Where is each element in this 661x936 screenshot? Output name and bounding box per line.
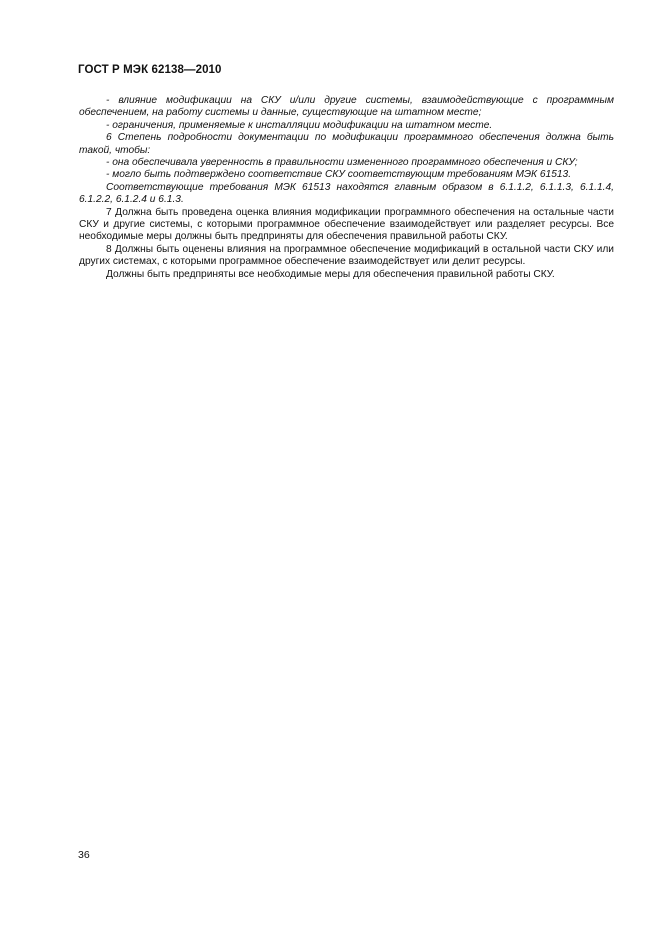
document-body [79, 95, 614, 281]
list-item-confidence: - она обеспечивала уверенность в правильности измененного программного обеспечения и СКУ; [106, 157, 578, 169]
paragraph-item-7: 7 Должна быть проведена оценка влияния модификации программного обеспечения на остальные части СКУ и другие системы, с которыми программное обеспечение взаимодействует или разделяет ресурсы. Все необходимые меры должны быть предприняты для обеспечения правильной работы СКУ. [79, 206, 614, 243]
paragraph-final-measures: Должны быть предприняты все необходимые меры для обеспечения правильной работы СКУ. [106, 268, 555, 280]
list-item-installation-constraints: - ограничения, применяемые к инсталляции модификации на штатном месте. [106, 119, 493, 131]
list-item-modification-impact: - влияние модификации на СКУ и/или другие системы, взаимодействующие с программным обеспечением, на работу системы и данные, существующие на штатном месте; [79, 95, 614, 119]
paragraph-references: Соответствующие требования МЭК 61513 находятся главным образом в 6.1.1.2, 6.1.1.3, 6.1.1.4, 6.1.2.2, 6.1.2.4 и 6.1.3. [79, 181, 614, 206]
paragraph-item-6: 6 Степень подробности документации по модификации программного обеспечения должна быть такой, чтобы: [79, 132, 614, 156]
paragraph-item-8: 8 Должны быть оценены влияния на программное обеспечение модификаций в остальной части СКУ или других системах, с которыми программное обеспечение взаимодействует или делит ресурсы. [79, 243, 614, 268]
page-number: 36 [78, 849, 90, 861]
document-header: ГОСТ Р МЭК 62138—2010 [78, 64, 222, 76]
list-item-compliance: - могло быть подтверждено соответствие СКУ соответствующим требованиям МЭК 61513. [106, 169, 572, 181]
